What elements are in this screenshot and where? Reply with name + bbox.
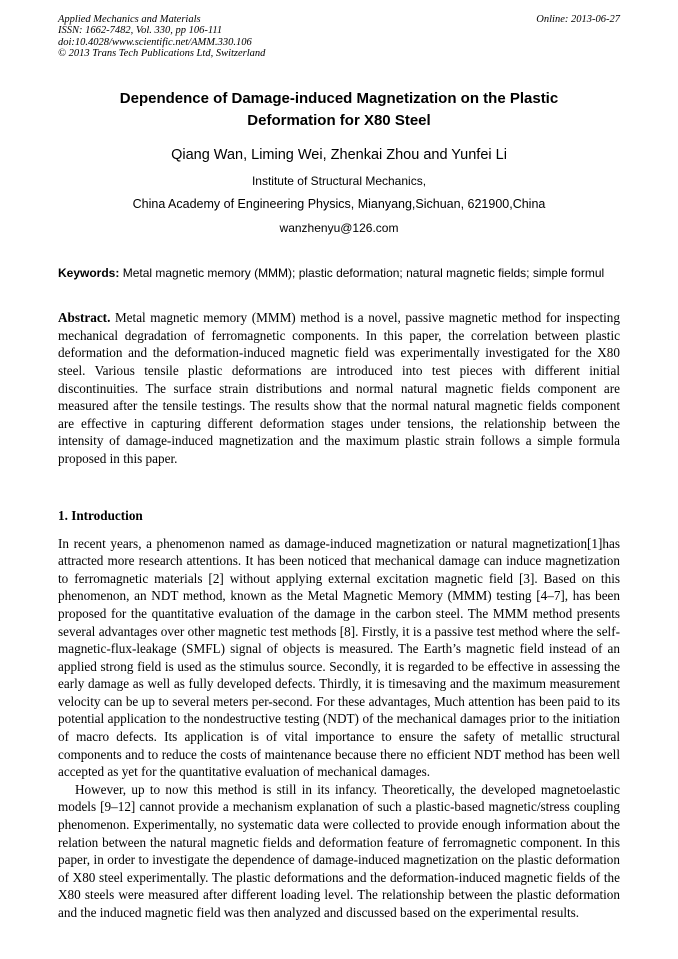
journal-name: Applied Mechanics and Materials: [58, 14, 201, 25]
abstract-label: Abstract.: [58, 310, 111, 326]
doi-line: doi:10.4028/www.scientific.net/AMM.330.106: [58, 36, 252, 48]
online-date: Online: 2013-06-27: [536, 14, 620, 25]
affiliation-line-1: Institute of Structural Mechanics,: [251, 174, 427, 189]
keywords-paragraph: [58, 265, 620, 281]
journal-header: [58, 14, 620, 59]
introduction-paragraph-1: In recent years, a phenomenon named as damage-induced magnetization or natural magnetization[1]has attracted more research attentions. It has been noticed that mechanical damage can induce magnetization to ferromagnetic materials [2] without applying external excitation magnetic field [3]. Based on this phenomenon, an NDT method, known as the Metal Magnetic Memory (MMM) testing [4–7], has been proposed for the quantitative evaluation of the damage in the carbon steel. The MMM method presents several advantages over other magnetic test methods [8]. Firstly, it is a passive test method where the self-magnetic-flux-leakage (SMFL) signal of objects is measured. The Earth’s magnetic field instead of an applied strong field is used as the stimulus source. Secondly, it is regarded to be effective in assessing the early damage as well as fully developed defects. Thirdly, it is timesaving and the maximum measurement velocity can be up to several meters per-second. For these advantages, Much attention has been paid to its potential application to the nondestructive testing (NDT) of the mechanical damages prior to the initiation of macro defects. Its application is of vital importance to ensure the safety of metallic structural components and to reduce the costs of maintenance because there no efficient NDT method has been well accepted as yet for the quantitative evaluation of mechanical damages.: [58, 535, 620, 780]
abstract-paragraph: [58, 309, 620, 467]
section-introduction: [58, 507, 620, 922]
paper-title: Dependence of Damage-induced Magnetization on the Plastic Deformation for X80 Steel: [119, 90, 559, 130]
affiliation-line-2: China Academy of Engineering Physics, Mianyang,Sichuan, 621900,China: [132, 197, 546, 212]
introduction-paragraph-2: However, up to now this method is still in its infancy. Theoretically, the developed magnetoelastic models [9–12] cannot provide a mechanism explanation of such a plastic-based magnetic/stress coupling phenomenon. Experimentally, no systematic data were collected to provide enough information about the relation between the natural magnetic fields and deformation feature of ferromagnetic component. In this paper, in order to investigate the dependence of damage-induced magnetization on the plastic deformation of X80 steel experimentally. The plastic deformations and the deformation-induced magnetic fields of the X80 steels were measured after different loading level. The relationship between the plastic deformation and the induced magnetic field was then analyzed and discussed based on the experimental results.: [58, 781, 620, 920]
introduction-heading: 1. Introduction: [58, 507, 143, 523]
authors-line: Qiang Wan, Liming Wei, Zhenkai Zhou and Yunfei Li: [171, 147, 507, 164]
abstract-text: Metal magnetic memory (MMM) method is a novel, passive magnetic method for inspecting mechanical degradation of ferromagnetic components. In this paper, the correlation between plastic deformation and the deformation-induced magnetic field was experimentally investigated for the X80 steel. Various tensile plastic deformations are introduced into test pieces with different initial discontinuities. The surface strain distributions and normal natural magnetic fields component are measured after the tensile testings. The results show that the normal natural magnetic fields component are effective in capturing different deformation stages under tensions, the relationship between the intensity of damage-induced magnetization and the maximum plastic strain follows a simple formula proposed in this paper.: [58, 310, 620, 466]
keywords-label: Keywords:: [58, 266, 120, 281]
email-line: wanzhenyu@126.com: [279, 221, 399, 236]
copyright-line: © 2013 Trans Tech Publications Ltd, Switzerland: [58, 47, 266, 59]
keywords-text: Metal magnetic memory (MMM); plastic deformation; natural magnetic fields; simple formul: [119, 266, 605, 281]
issn-line: ISSN: 1662-7482, Vol. 330, pp 106-111: [58, 25, 223, 37]
journal-header-left: [58, 14, 265, 59]
